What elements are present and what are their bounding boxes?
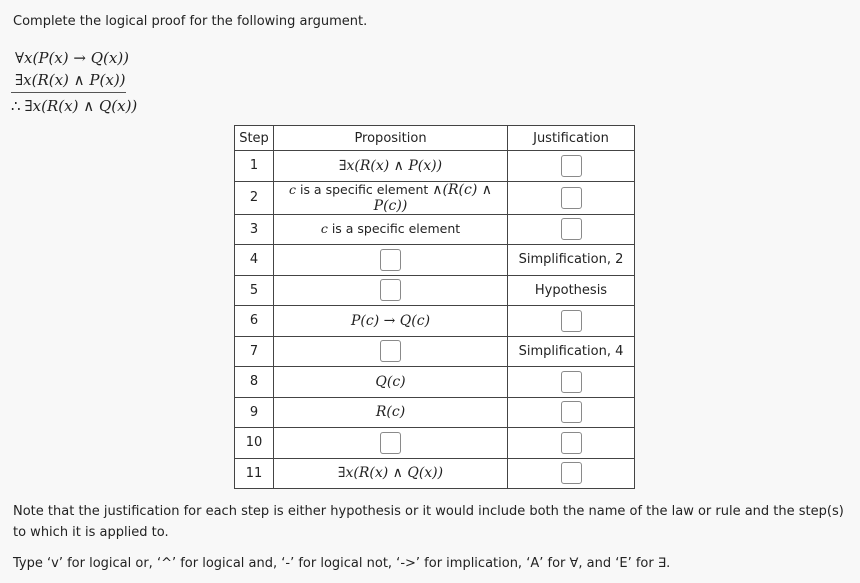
proposition-text: ∃x(R(x) ∧ Q(x))	[337, 465, 444, 482]
table-row	[235, 214, 635, 245]
table-row	[235, 458, 635, 489]
table-row	[235, 181, 635, 214]
type-hint-text: Type ‘v’ for logical or, ‘^’ for logical and, ‘-’ for logical not, ‘->’ for implication, ‘A’ for ∀, and ‘E’ for ∃.	[13, 556, 671, 571]
proposition-cell	[274, 214, 508, 245]
proposition-input[interactable]	[380, 279, 401, 301]
proposition-input[interactable]	[380, 432, 401, 454]
step-number: 2	[235, 181, 274, 214]
justification-text: Simplification, 4	[508, 336, 635, 367]
justification-text: Hypothesis	[508, 275, 635, 306]
premise-2: ∃x(R(x) ∧ P(x))	[11, 69, 126, 93]
justification-input[interactable]	[561, 310, 582, 332]
proposition-text: is a specific element	[327, 221, 461, 237]
note-text: Note that the justification for each step is either hypothesis or it would include both the name of the law or rule and the step(s) to which it is applied to.	[13, 504, 844, 540]
step-number: 1	[235, 151, 274, 182]
proposition-text: is a specific element	[296, 181, 433, 197]
header-justification: Justification	[508, 126, 635, 151]
proposition-input[interactable]	[380, 340, 401, 362]
justification-input[interactable]	[561, 371, 582, 393]
justification-input[interactable]	[561, 432, 582, 454]
table-row	[235, 428, 635, 459]
step-number: 11	[235, 458, 274, 489]
step-number: 7	[235, 336, 274, 367]
justification-text: Simplification, 2	[508, 245, 635, 276]
proposition-input[interactable]	[380, 249, 401, 271]
proposition-cell	[274, 181, 508, 214]
justification-input[interactable]	[561, 218, 582, 240]
instructions-text: Complete the logical proof for the following argument.	[13, 14, 368, 29]
argument-block	[11, 47, 137, 117]
table-header-row	[235, 126, 635, 151]
therefore-symbol: ∴	[11, 97, 21, 115]
table-row	[235, 397, 635, 428]
justification-input[interactable]	[561, 187, 582, 209]
table-row	[235, 245, 635, 276]
proposition-text: P(c) → Q(c)	[350, 312, 431, 329]
proposition-text: ∃x(R(x) ∧ P(x))	[338, 157, 443, 174]
table-row	[235, 306, 635, 337]
proposition-formula: ∧(R(c) ∧ P(c))	[373, 181, 493, 214]
step-number: 8	[235, 367, 274, 398]
step-number: 4	[235, 245, 274, 276]
proposition-text: R(c)	[375, 404, 406, 421]
proof-table	[234, 125, 635, 489]
table-row	[235, 367, 635, 398]
step-number: 10	[235, 428, 274, 459]
header-proposition: Proposition	[274, 126, 508, 151]
conclusion-formula: ∃x(R(x) ∧ Q(x))	[24, 97, 138, 115]
justification-input[interactable]	[561, 462, 582, 484]
step-number: 9	[235, 397, 274, 428]
header-step: Step	[235, 126, 274, 151]
proposition-text: Q(c)	[375, 373, 406, 390]
conclusion	[11, 95, 137, 117]
justification-input[interactable]	[561, 155, 582, 177]
step-number: 6	[235, 306, 274, 337]
premise-1: ∀x(P(x) → Q(x))	[15, 49, 130, 67]
table-row	[235, 151, 635, 182]
step-number: 3	[235, 214, 274, 245]
justification-input[interactable]	[561, 401, 582, 423]
table-row	[235, 336, 635, 367]
step-number: 5	[235, 275, 274, 306]
table-row	[235, 275, 635, 306]
proposition-variable: c	[288, 181, 296, 197]
proposition-variable: c	[320, 221, 328, 237]
